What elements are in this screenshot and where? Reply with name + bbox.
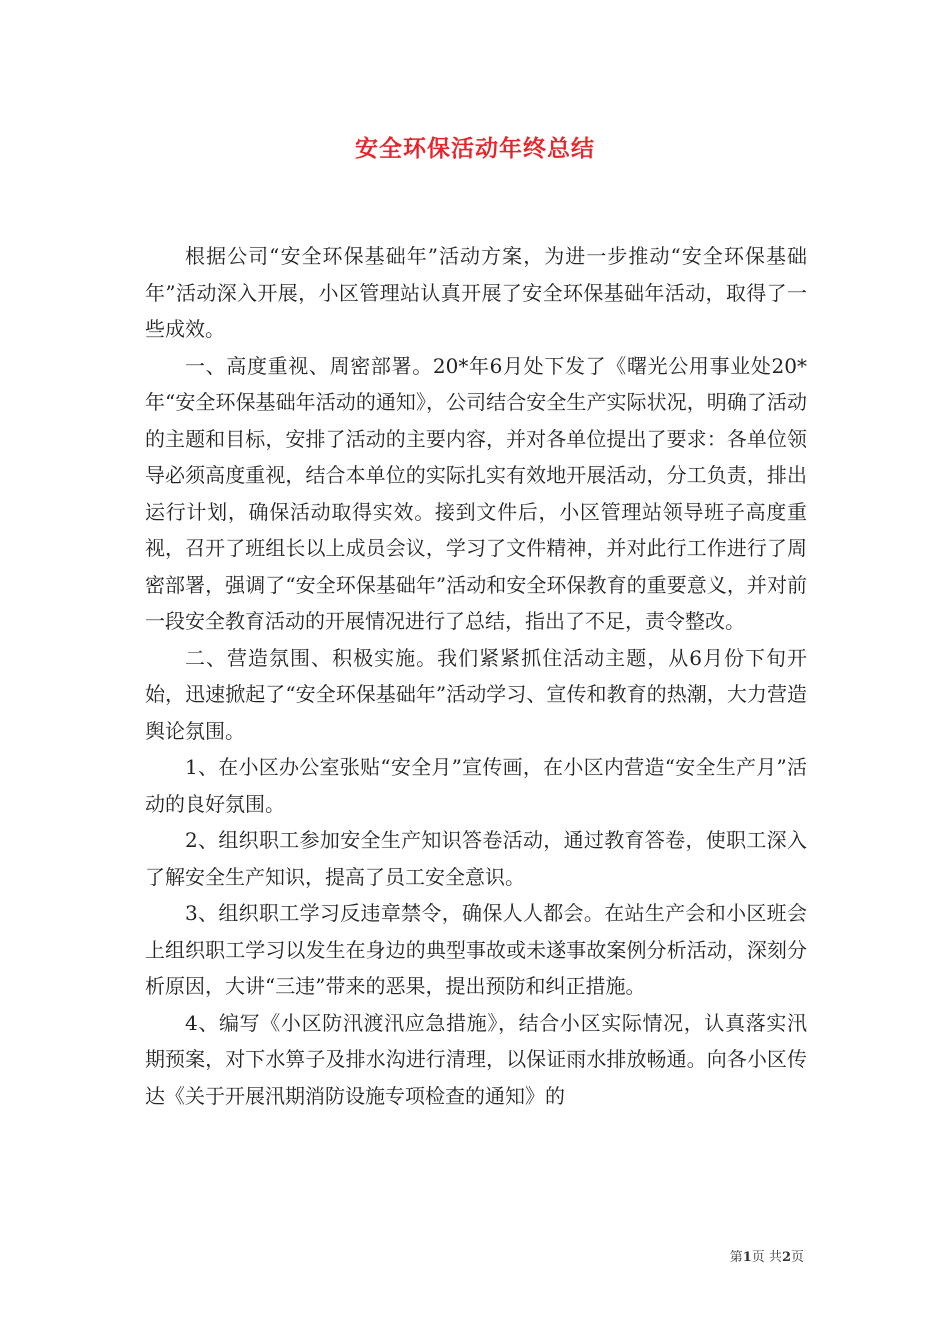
paragraph-section-1: 一、高度重视、周密部署。20*年6月处下发了《曙光公用事业处20*年“安全环保基础年活动的通知》，公司结合安全生产实际状况，明确了活动的主题和目标，安排了活动的主要内容，并对各单位提出了要求：各单位领导必须高度重视，结合本单位的实际扎实有效地开展活动，分工负责，排出运行计划，确保活动取得实效。接到文件后，小区管理站领导班子高度重视，召开了班组长以上成员会议，学习了文件精神，并对此行工作进行了周密部署，强调了“安全环保基础年”活动和安全环保教育的重要意义，并对前一段安全教育活动的开展情况进行了总结，指出了不足，责令整改。 (145, 353, 807, 633)
footer-suffix: 页 (790, 1250, 804, 1265)
paragraph-item-4: 4、编写《小区防汛渡汛应急措施》，结合小区实际情况，认真落实汛期预案，对下水箅子及排水沟进行清理，以保证雨水排放畅通。向各小区传达《关于开展汛期消防设施专项检查的通知》的 (145, 1010, 807, 1108)
paragraph-item-1: 1、在小区办公室张贴“安全月”宣传画，在小区内营造“安全生产月”活动的良好氛围。 (145, 755, 807, 816)
document-body (145, 238, 807, 1114)
footer-current-page: 1 (742, 1250, 752, 1265)
paragraph-item-3: 3、组织职工学习反违章禁令，确保人人都会。在站生产会和小区班会上组织职工学习以发生在身边的典型事故或未遂事故案例分析活动，深刻分析原因，大讲“三违”带来的恶果，提出预防和纠正措施。 (145, 901, 807, 998)
page-number-footer (730, 1249, 804, 1267)
document-title: 安全环保活动年终总结 (355, 136, 595, 162)
footer-prefix: 第 (729, 1250, 743, 1265)
footer-middle: 页 共 (751, 1250, 782, 1265)
footer-total-pages: 2 (781, 1250, 791, 1265)
paragraph-item-2: 2、组织职工参加安全生产知识答卷活动，通过教育答卷，使职工深入了解安全生产知识，提高了员工安全意识。 (145, 828, 807, 889)
paragraph-section-2: 二、营造氛围、积极实施。我们紧紧抓住活动主题，从6月份下旬开始，迅速掀起了“安全环保基础年”活动学习、宣传和教育的热潮，大力营造舆论氛围。 (145, 645, 807, 743)
paragraph-intro: 根据公司“安全环保基础年”活动方案，为进一步推动“安全环保基础年”活动深入开展，小区管理站认真开展了安全环保基础年活动，取得了一些成效。 (145, 244, 807, 341)
